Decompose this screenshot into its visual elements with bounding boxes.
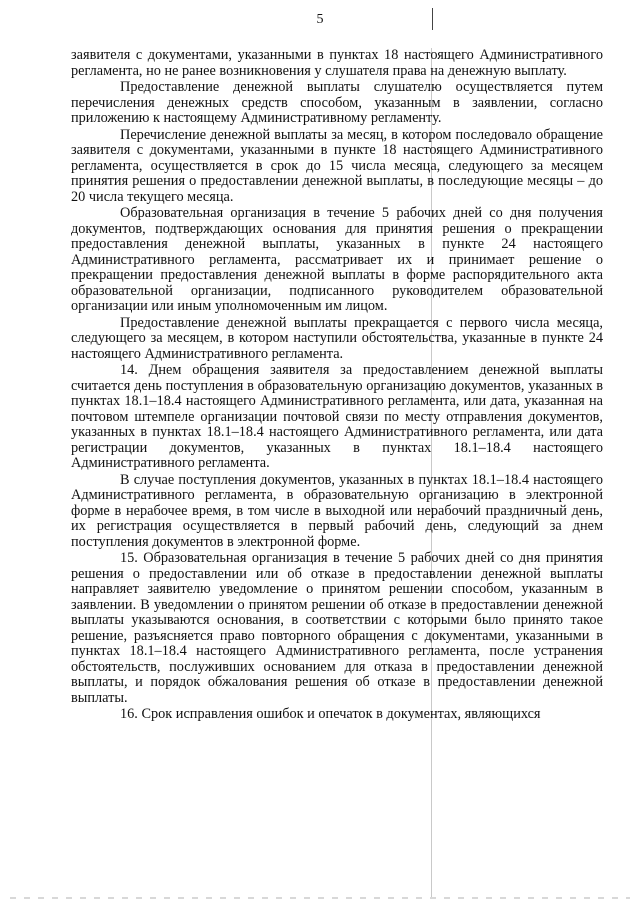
paragraph: В случае поступления документов, указанных в пунктах 18.1–18.4 настоящего Административного регламента, в образовательную организацию в электронной форме в нерабочее время, в том числе в выходной или нерабочий праздничный день, их регистрация осуществляется в первый рабочий день, следующий за днем поступления документов в электронной форме. xyxy=(71,471,603,550)
paragraph-clause-16: 16. Срок исправления ошибок и опечаток в документах, являющихся xyxy=(120,706,541,722)
scan-noise xyxy=(10,897,630,899)
scan-mark xyxy=(432,8,433,30)
paragraph-clause-15: 15. Образовательная организация в течение 5 рабочих дней со дня принятия решения о предоставлении или об отказе в предоставлении денежной выплаты направляет заявителю уведомление о принятом решении способом, указанным в заявлении. В уведомлении о принятом решении об отказе в предоставлении денежной выплаты указываются основания, в соответствии с которыми было принято такое решение, разъясняется право повторного обращения с документами, указанными в пунктах 18.1–18.4 настоящего Административного регламента, после устранения обстоятельств, послуживших основанием для отказа в предоставлении денежной выплаты, и порядок обжалования решения об отказе в предоставлении денежной выплаты. xyxy=(71,550,603,706)
paragraph: Предоставление денежной выплаты слушателю осуществляется путем перечисления денежных средств способом, указанным в заявлении, согласно приложению к настоящему Административному регламенту. xyxy=(71,79,603,126)
paragraph: заявителя с документами, указанными в пунктах 18 настоящего Административного регламента, но не ранее возникновения у слушателя права на денежную выплату. xyxy=(71,47,603,79)
document-body xyxy=(71,48,603,723)
paragraph: Образовательная организация в течение 5 рабочих дней со дня получения документов, подтверждающих основания для принятия решения о прекращении предоставления денежной выплаты, указанных в пункте 24 настоящего Административного регламента, рассматривает их и принимает решение о прекращении предоставления денежной выплаты в форме распорядительного акта образовательной организации, подписанного руководителем образовательной организации или иным уполномоченным им лицом. xyxy=(71,205,603,314)
paragraph: Предоставление денежной выплаты прекращается с первого числа месяца, следующего за месяцем, в котором наступили обстоятельства, указанные в пункте 24 настоящего Административного регламента. xyxy=(71,314,603,362)
paragraph: Перечисление денежной выплаты за месяц, в котором последовало обращение заявителя с документами, указанными в пункте 18 настоящего Административного регламента, осуществляется в срок до 15 числа месяца, следующего за месяцем принятия решения о предоставлении денежной выплаты, в последующие месяцы – до 20 числа текущего месяца. xyxy=(71,126,603,205)
paragraph-clause-14: 14. Днем обращения заявителя за предоставлением денежной выплаты считается день поступления в образовательную организацию документов, указанных в пунктах 18.1–18.4 настоящего Административного регламента, или дата, указанная на почтовом штемпеле организации почтовой связи по месту отправления документов, указанных в пунктах 18.1–18.4 настоящего Административного регламента, или дата регистрации документов, указанных в пунктах 18.1–18.4 настоящего Административного регламента. xyxy=(71,362,603,471)
page-number: 5 xyxy=(316,12,324,27)
